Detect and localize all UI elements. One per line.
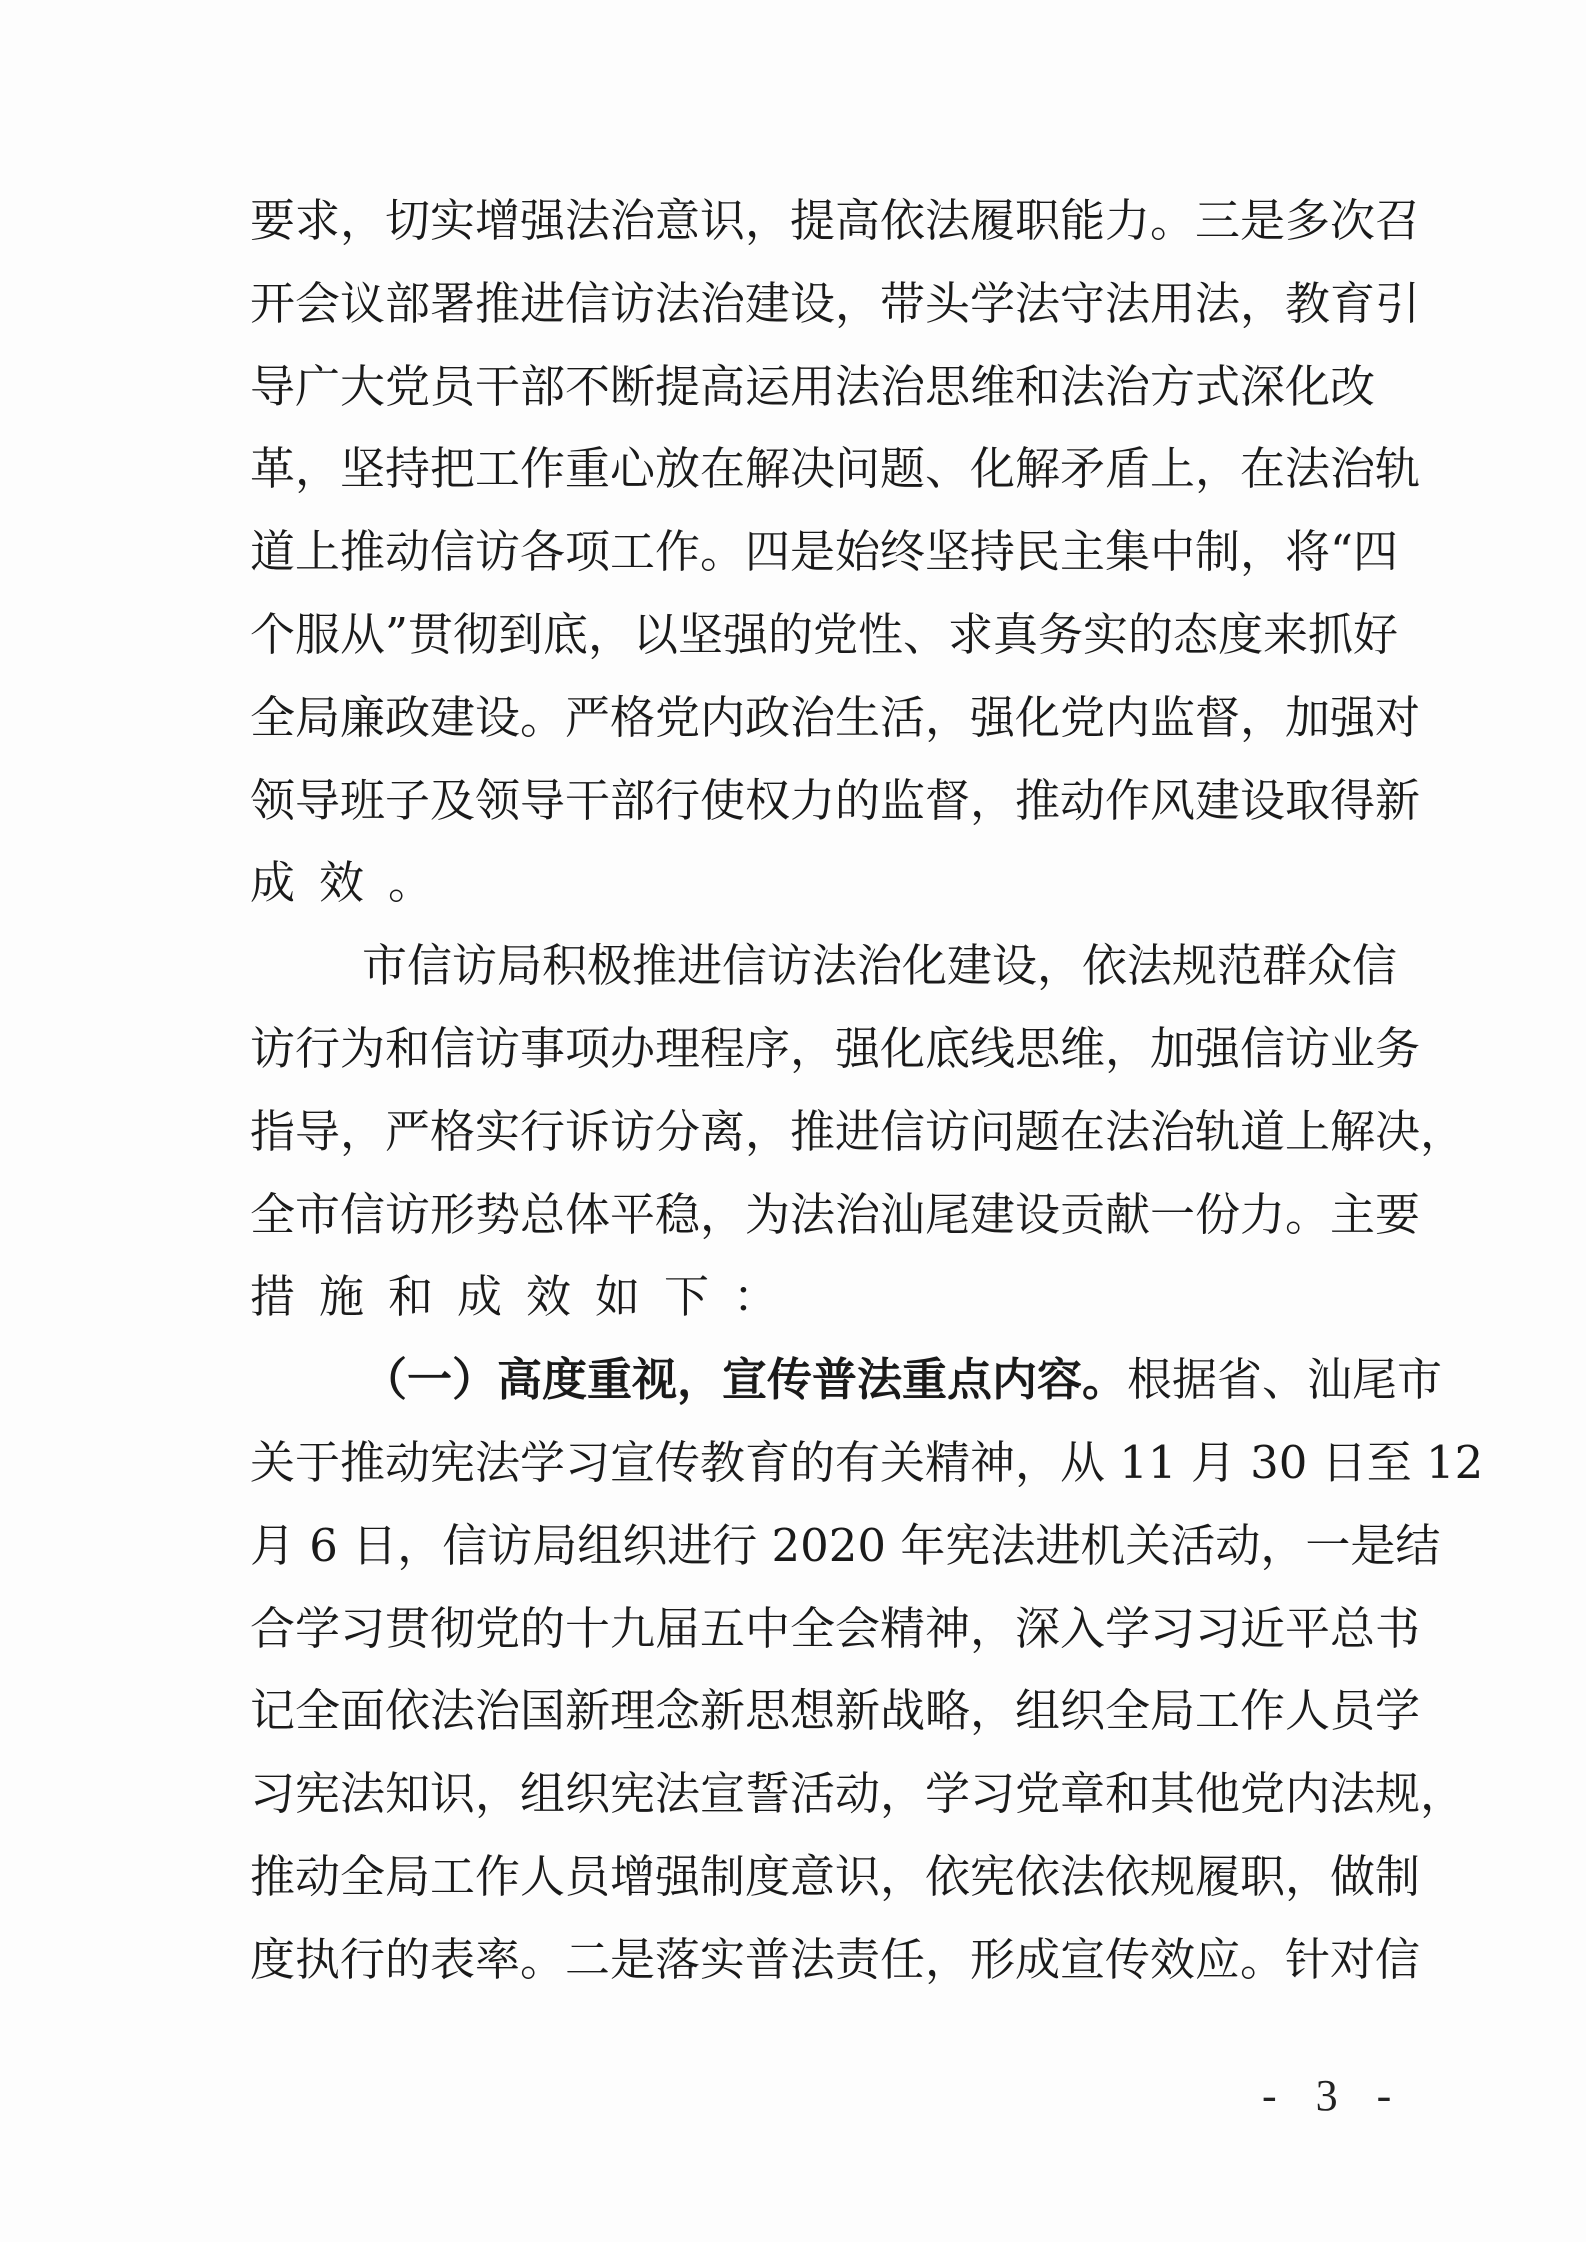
text-line: 要求，切实增强法治意识，提高依法履职能力。三是多次召 [250, 194, 1421, 247]
body-text [250, 180, 1484, 2002]
text-line: 个服从”贯彻到底，以坚强的党性、求真务实的态度来抓好 [250, 607, 1399, 661]
text-line: 习宪法知识，组织宪法宣誓活动，学习党章和其他党内法规， [250, 1767, 1466, 1821]
paragraph-first-line: 市信访局积极推进信访法治化建设，依法规范群众信 [362, 939, 1398, 993]
text-line: 措施和成效如下： [250, 1270, 803, 1324]
text-line: 道上推动信访各项工作。四是始终坚持民主集中制，将“四 [250, 525, 1399, 579]
section-heading-line: （一）高度重视，宣传普法重点内容。根据省、汕尾市 [362, 1353, 1443, 1407]
text-line: 成效。 [250, 856, 458, 910]
text-line: 革，坚持把工作重心放在解决问题、化解矛盾上，在法治轨 [250, 442, 1421, 496]
text-line: 导广大党员干部不断提高运用法治思维和法治方式深化改 [250, 359, 1376, 413]
text-line: 推动全局工作人员增强制度意识，依宪依法依规履职，做制 [250, 1849, 1421, 1903]
text-line: 记全面依法治国新理念新思想新战略，组织全局工作人员学 [250, 1684, 1421, 1738]
text-line: 全局廉政建设。严格党内政治生活，强化党内监督，加强对 [250, 690, 1421, 744]
page-number: - 3 - [1262, 2071, 1406, 2120]
text-line: 领导班子及领导干部行使权力的监督，推动作风建设取得新 [250, 773, 1421, 827]
text-line: 全市信访形势总体平稳，为法治汕尾建设贡献一份力。主要 [250, 1187, 1421, 1241]
section-heading: （一）高度重视，宣传普法重点内容。 [362, 1353, 1128, 1407]
text-line: 月 6 日，信访局组织进行 2020 年宪法进机关活动，一是结 [250, 1518, 1441, 1572]
text-line: 指导，严格实行诉访分离，推进信访问题在法治轨道上解决， [250, 1104, 1466, 1158]
text-line: 开会议部署推进信访法治建设，带头学法守法用法，教育引 [250, 276, 1421, 330]
text-line: 合学习贯彻党的十九届五中全会精神，深入学习习近平总书 [250, 1601, 1421, 1655]
text-line: 度执行的表率。二是落实普法责任，形成宣传效应。针对信 [250, 1932, 1421, 1986]
text-line: 关于推动宪法学习宣传教育的有关精神，从 11 月 30 日至 12 [250, 1435, 1484, 1489]
text-line: 访行为和信访事项办理程序，强化底线思维，加强信访业务 [250, 1021, 1421, 1075]
